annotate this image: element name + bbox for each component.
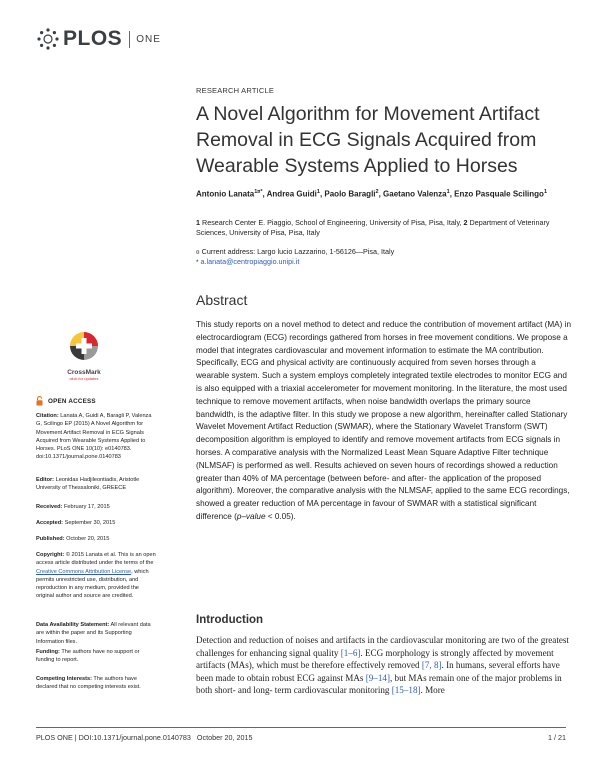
journal-logo[interactable] xyxy=(36,26,161,52)
received-label: Received: xyxy=(36,504,63,510)
intro-text: Detection and reduction of noises and artifacts in the cardiovascular monitoring are two of the greatest challenges for enhancing signal quality xyxy=(196,635,569,658)
citation-link[interactable]: [7, 8] xyxy=(421,660,442,670)
abstract-text: This study reports on a novel method to detect and reduce the contribution of movement artifact (MA) in electrocardiogram (ECG) recordings gathered from horses in free movement conditions. We propose a model that integrates cardiovascular and movement information to estimate the MA contribution. Specifically, ECG and physical activity are continuously acquired from seven horses through a wearable system. Such a system employs completely integrated textile electrodes to monitor ECG and is also equipped with a triaxial accelerometer for movement monitoring. In the literature, the most used technique to remove movement artifacts, when noise bandwidth overlaps the primary source bandwidth, is the adaptive filter. In this study we propose a new algorithm, hereinafter called Stationary Wavelet Movement Artifact Reduction (SWMAR), where the Stationary Wavelet Transform (SWT) decomposition algorithm is employed to identify and remove movement artifacts from ECG signals in horses. A comparative analysis with the Normalized Least Mean Square Adaptive Filter technique (NLMSAF) is performed as well. Results achieved on seven hours of recordings showed a reduction greater than 40% of MA percentage (between before- and after- the application of the proposed algorithm). Moreover, the comparative analysis with the NLMSAF, applied to the same ECG recordings, showed a greater reduction of MA percentage in favour of SWMAR with a statistical significant difference ( xyxy=(196,320,571,521)
author-affil-mark: 1 xyxy=(543,189,547,195)
data-availability-label: Data Availability Statement: xyxy=(36,622,110,628)
email-mark: * xyxy=(196,259,199,266)
published-block xyxy=(36,535,156,543)
published-date: October 20, 2015 xyxy=(66,536,110,542)
author-list: Antonio Lanata$^{1¤*}$, Andrea Guidi$^1$, Paolo Baragli$^2$, Gaetano Valenza$^1$, Enzo Pasquale Scilingo$^1$ xyxy=(196,189,547,199)
citation-link[interactable]: [15–18] xyxy=(391,685,421,695)
abstract-text-end: < 0.05). xyxy=(265,511,296,521)
author-name[interactable]: Enzo Pasquale Scilingo xyxy=(454,189,544,199)
intro-text: . More xyxy=(420,685,445,695)
funding-label: Funding: xyxy=(36,649,60,655)
article-type: RESEARCH ARTICLE xyxy=(196,86,275,95)
logo-divider xyxy=(129,31,130,48)
accepted-block xyxy=(36,519,156,527)
affiliation-number: 2 xyxy=(463,218,468,227)
affiliation-text: Research Center E. Piaggio, School of Engineering, University of Pisa, Pisa, Italy, xyxy=(202,218,462,227)
funding-block xyxy=(36,648,156,665)
copyright-label: Copyright: xyxy=(36,552,65,558)
intro-text: , but MAs remain one of the major problems in both short- and long- term cardiovascular monitoring xyxy=(196,672,562,695)
competing-interests-block xyxy=(36,675,156,692)
current-address-text: Current address: Largo lucio Lazzarino, 1-56126—Pisa, Italy xyxy=(201,247,395,256)
citation-text: Lanata A, Guidi A, Baragli P, Valenza G, Scilingo EP (2015) A Novel Algorithm for Movement Artifact Removal in ECG Signals Acquired from Wearable Systems Applied to Horses. PLoS ONE 10(10): e0140783. doi:10.1371/journal.pone.0140783 xyxy=(36,413,152,461)
copyright-block xyxy=(36,551,156,601)
competing-interests-text: The authors have declared that no competing interests exist. xyxy=(36,676,141,691)
author-name[interactable]: Andrea Guidi xyxy=(266,189,317,199)
crossmark-badge[interactable] xyxy=(56,330,112,381)
accepted-date: September 30, 2015 xyxy=(64,520,116,526)
abstract-body xyxy=(196,319,571,524)
open-access-badge xyxy=(36,396,96,406)
editor-block xyxy=(36,476,156,493)
footer-journal-info: PLOS ONE | DOI:10.1371/journal.pone.0140783 October 20, 2015 xyxy=(36,733,253,742)
open-access-label: OPEN ACCESS xyxy=(48,397,96,405)
abstract-heading: Abstract xyxy=(196,292,248,308)
author-name[interactable]: Paolo Baragli xyxy=(324,189,376,199)
received-date: February 17, 2015 xyxy=(64,504,110,510)
editor-label: Editor: xyxy=(36,477,55,483)
citation-label: Citation: xyxy=(36,413,59,419)
corresponding-email xyxy=(196,257,571,266)
intro-text: . In humans, several efforts have been made to obtain robust ECG against MAs xyxy=(196,660,560,683)
intro-text: . ECG morphology is strongly affected by movement artifacts (MAs), which must be therefore effectively removed xyxy=(196,647,554,670)
current-address-mark: ¤ xyxy=(196,249,200,256)
editor-text: Leonidas Hadjileontiadis, Aristotle University of Thessaloniki, GREECE xyxy=(36,477,140,492)
logo-secondary-text: ONE xyxy=(136,33,161,45)
crossmark-label: CrossMark xyxy=(67,369,101,376)
author-affil-mark: 1 xyxy=(446,189,450,195)
plos-logo-icon xyxy=(36,27,60,51)
received-block xyxy=(36,503,156,511)
author-name[interactable]: Gaetano Valenza xyxy=(383,189,447,199)
data-availability-text: All relevant data are within the paper and its Supporting Information files. xyxy=(36,622,151,645)
crossmark-icon xyxy=(56,330,112,368)
article-title: A Novel Algorithm for Movement Artifact Removal in ECG Signals Acquired from Wearable Systems Applied to Horses xyxy=(196,103,540,177)
copyright-text-2: , which permits unrestricted use, distribution, and reproduction in any medium, provided the original author and source are credited. xyxy=(36,568,149,600)
author-affil-mark: 2 xyxy=(375,189,379,195)
author-name[interactable]: Antonio Lanata xyxy=(196,189,255,199)
author-affil-mark: 1 xyxy=(316,189,320,195)
affiliation-text: Department of Veterinary Sciences, University of Pisa, Pisa, Italy xyxy=(196,218,550,237)
introduction-heading: Introduction xyxy=(196,614,264,626)
data-availability-block xyxy=(36,621,156,646)
citation-link[interactable]: [1–6] xyxy=(340,647,361,658)
copyright-text-1: © 2015 Lanata et al. This is an open access article distributed under the terms of the xyxy=(36,552,156,567)
page-number: 1 / 21 xyxy=(548,733,566,742)
published-label: Published: xyxy=(36,536,65,542)
affiliation-number: 1 xyxy=(196,218,200,227)
citation-link[interactable]: [9–14] xyxy=(365,672,390,683)
affiliations xyxy=(196,218,571,238)
open-lock-icon xyxy=(36,396,43,406)
crossmark-sublabel: click for updates xyxy=(69,376,99,381)
email-link[interactable]: a.lanata@centropiaggio.unipi.it xyxy=(200,257,300,266)
logo-primary-text: PLOS xyxy=(63,27,123,50)
funding-text: The authors have no support or funding to report. xyxy=(36,649,140,664)
citation-block xyxy=(36,412,156,462)
license-link[interactable]: Creative Commons Attribution License xyxy=(36,568,132,575)
accepted-label: Accepted: xyxy=(36,520,64,526)
author-affil-mark: 1¤* xyxy=(254,189,263,195)
introduction-body xyxy=(196,634,571,697)
footer-divider xyxy=(36,727,566,728)
abstract-italic: p–value xyxy=(236,511,266,521)
competing-interests-label: Competing Interests: xyxy=(36,676,92,682)
